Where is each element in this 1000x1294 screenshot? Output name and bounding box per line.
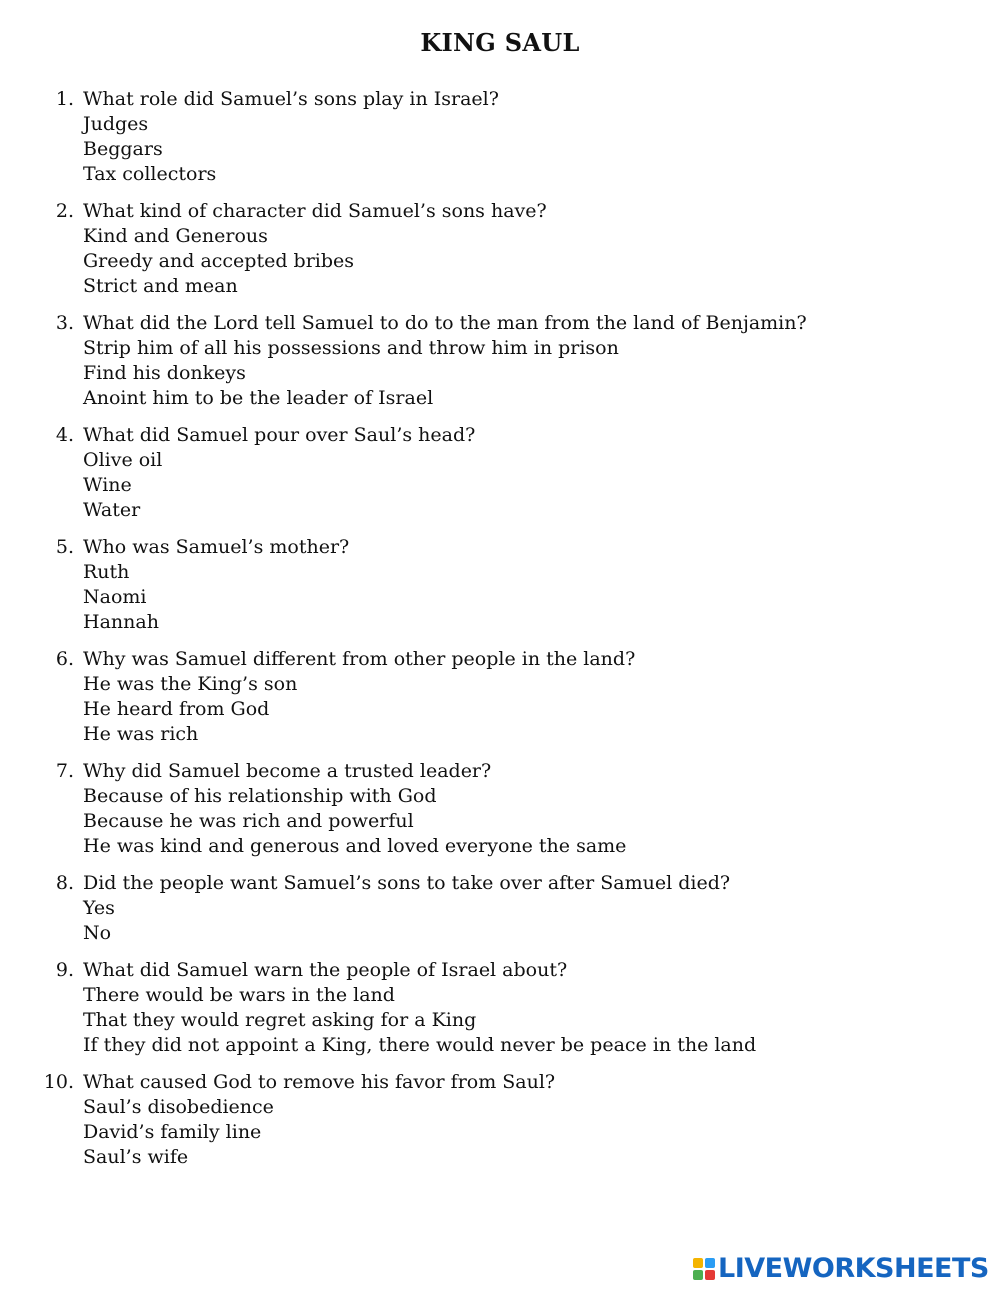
question-text: What role did Samuel’s sons play in Israel? — [83, 88, 499, 110]
question-number: 9. — [55, 959, 74, 981]
answer-option[interactable]: Hannah — [83, 611, 159, 633]
question-item — [0, 87, 1000, 187]
answer-option[interactable]: Yes — [83, 897, 115, 919]
answer-option[interactable]: Kind and Generous — [83, 225, 268, 247]
question-text: What did Samuel pour over Saul’s head? — [83, 424, 476, 446]
brand-name: LIVEWORKSHEETS — [718, 1253, 989, 1284]
answer-option[interactable]: Saul’s disobedience — [83, 1096, 274, 1118]
answer-option[interactable]: David’s family line — [83, 1121, 262, 1143]
answer-option[interactable]: Ruth — [83, 561, 130, 583]
answer-option[interactable]: There would be wars in the land — [83, 984, 395, 1006]
answer-option[interactable]: He heard from God — [83, 698, 270, 720]
question-item — [0, 1070, 1000, 1170]
page-title: KING SAUL — [420, 28, 580, 57]
answer-options — [0, 672, 1000, 747]
answer-options — [0, 983, 1000, 1058]
answer-options — [0, 336, 1000, 411]
question-number: 8. — [55, 872, 74, 894]
question-number: 2. — [55, 200, 74, 222]
liveworksheets-logo-icon — [693, 1258, 715, 1280]
answer-option[interactable]: Naomi — [83, 586, 147, 608]
answer-options — [0, 784, 1000, 859]
answer-option[interactable]: That they would regret asking for a King — [83, 1009, 477, 1031]
question-list — [0, 87, 1000, 1182]
answer-options — [0, 896, 1000, 946]
answer-option[interactable]: Olive oil — [83, 449, 163, 471]
answer-option[interactable]: No — [83, 922, 112, 944]
question-number: 6. — [55, 648, 74, 670]
answer-options — [0, 448, 1000, 523]
question-text: What did Samuel warn the people of Israel about? — [83, 959, 568, 981]
answer-options — [0, 560, 1000, 635]
question-item — [0, 647, 1000, 747]
question-number: 4. — [55, 424, 74, 446]
question-item — [0, 871, 1000, 946]
question-item — [0, 423, 1000, 523]
answer-option[interactable]: Beggars — [83, 138, 163, 160]
answer-option[interactable]: Strict and mean — [83, 275, 238, 297]
answer-options — [0, 1095, 1000, 1170]
answer-option[interactable]: Greedy and accepted bribes — [83, 250, 355, 272]
question-text: What caused God to remove his favor from Saul? — [83, 1071, 556, 1093]
question-text: Who was Samuel’s mother? — [83, 536, 350, 558]
question-item — [0, 199, 1000, 299]
answer-option[interactable]: Judges — [83, 113, 149, 135]
question-number: 3. — [55, 312, 74, 334]
answer-option[interactable]: If they did not appoint a King, there would never be peace in the land — [83, 1034, 757, 1056]
answer-option[interactable]: Tax collectors — [83, 163, 217, 185]
answer-option[interactable]: Strip him of all his possessions and throw him in prison — [83, 337, 619, 359]
question-text: Why was Samuel different from other people in the land? — [83, 648, 636, 670]
answer-option[interactable]: Anoint him to be the leader of Israel — [83, 387, 434, 409]
question-number: 5. — [55, 536, 74, 558]
answer-option[interactable]: Water — [83, 499, 141, 521]
question-text: Why did Samuel become a trusted leader? — [83, 760, 492, 782]
question-number: 1. — [55, 88, 74, 110]
question-item — [0, 759, 1000, 859]
question-text: What did the Lord tell Samuel to do to the man from the land of Benjamin? — [83, 312, 807, 334]
answer-option[interactable]: He was kind and generous and loved everyone the same — [83, 835, 627, 857]
answer-option[interactable]: Saul’s wife — [83, 1146, 189, 1168]
answer-option[interactable]: Wine — [83, 474, 132, 496]
brand-logo — [693, 1255, 989, 1283]
question-text: Did the people want Samuel’s sons to take over after Samuel died? — [83, 872, 731, 894]
answer-option[interactable]: He was rich — [83, 723, 199, 745]
question-text: What kind of character did Samuel’s sons have? — [83, 200, 547, 222]
question-item — [0, 958, 1000, 1058]
answer-option[interactable]: Because of his relationship with God — [83, 785, 437, 807]
question-number: 7. — [55, 760, 74, 782]
question-item — [0, 311, 1000, 411]
answer-options — [0, 224, 1000, 299]
question-item — [0, 535, 1000, 635]
answer-option[interactable]: He was the King’s son — [83, 673, 298, 695]
answer-option[interactable]: Because he was rich and powerful — [83, 810, 414, 832]
answer-option[interactable]: Find his donkeys — [83, 362, 246, 384]
question-number: 10. — [43, 1071, 74, 1093]
answer-options — [0, 112, 1000, 187]
